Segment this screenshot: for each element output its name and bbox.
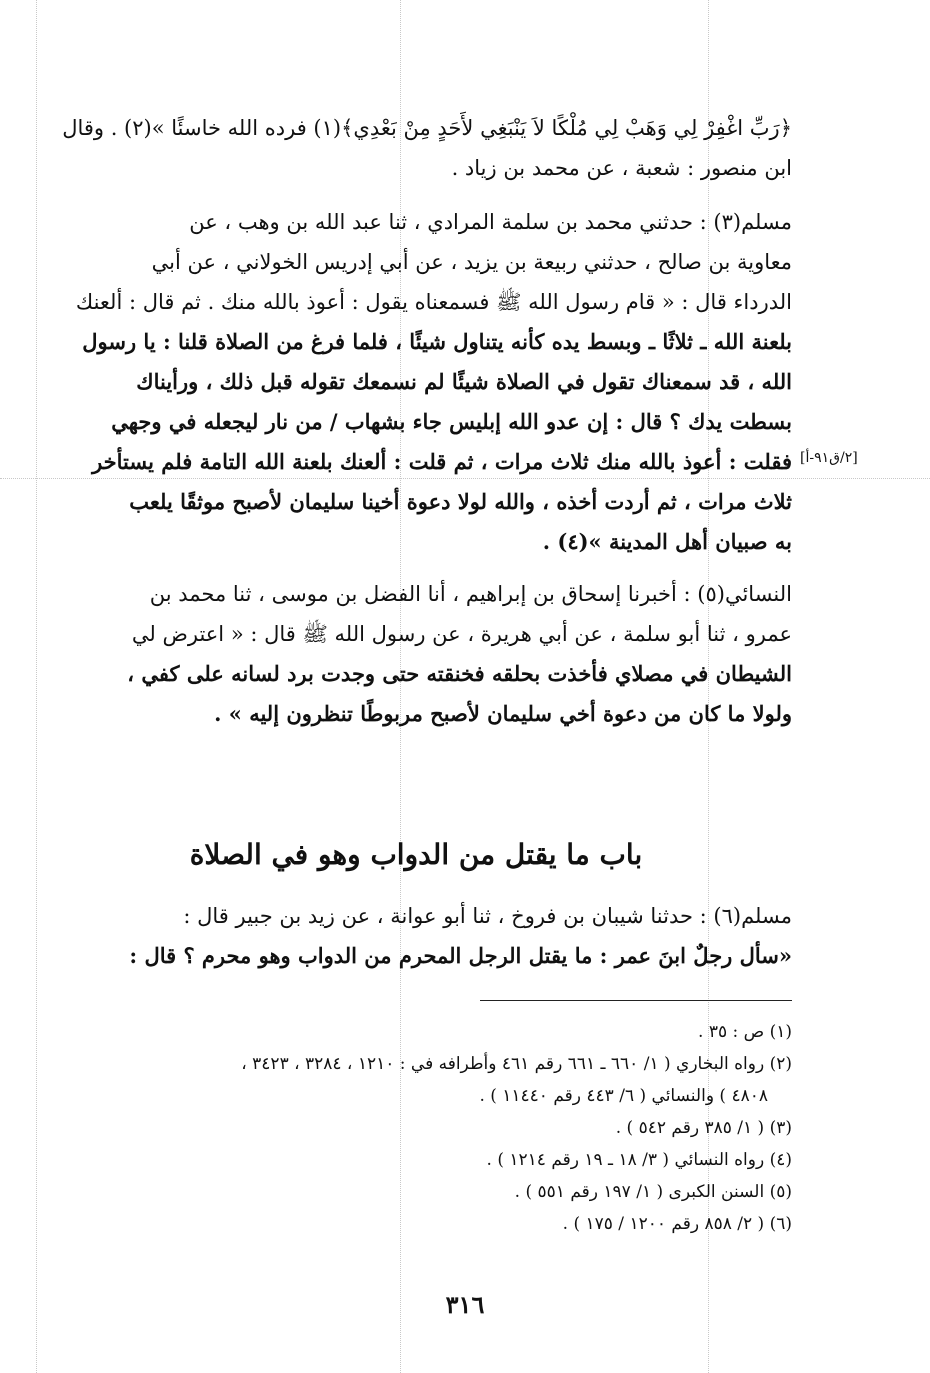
footnote: (٥) السنن الكبرى ( ١/ ١٩٧ رقم ٥٥١ ) .	[514, 1182, 792, 1202]
footnote: (٣) ( ١/ ٣٨٥ رقم ٥٤٢ ) .	[615, 1118, 792, 1138]
scan-guide-line	[36, 0, 37, 1373]
text-line: به صبيان أهل المدينة »(٤) .	[542, 529, 792, 554]
text-line: النسائي(٥) : أخبرنا إسحاق بن إبراهيم ، أنا الفضل بن موسى ، ثنا محمد بن	[149, 582, 792, 606]
footnote: (٤) رواه النسائي ( ٣/ ١٨ ـ ١٩ رقم ١٢١٤ ) .	[486, 1150, 792, 1170]
chapter-heading: باب ما يقتل من الدواب وهو في الصلاة	[189, 838, 643, 871]
main-text	[40, 108, 792, 734]
text-line: الدرداء قال : « قام رسول الله ﷺ فسمعناه يقول : أعوذ بالله منك . ثم قال : ألعنك	[75, 290, 792, 314]
text-line: ابن منصور : شعبة ، عن محمد بن زياد .	[451, 156, 792, 180]
footnote: (٦) ( ٢/ ٨٥٨ رقم ١٢٠٠ / ١٧٥ ) .	[562, 1214, 792, 1234]
text-line: ولولا ما كان من دعوة أخي سليمان لأصبح مربوطًا تنظرون إليه » .	[214, 701, 792, 726]
footnotes	[40, 1016, 792, 1240]
text-line: مسلم(٦) : حدثنا شيبان بن فروخ ، ثنا أبو عوانة ، عن زيد بن جبير قال :	[183, 904, 792, 928]
page-number: ٣١٦	[445, 1290, 485, 1319]
text-line: ثلاث مرات ، ثم أردت أخذه ، والله لولا دعوة أخينا سليمان لأصبح موثقًا يلعب	[129, 489, 792, 514]
text-line: بلعنة الله ـ ثلاثًا ـ وبسط يده كأنه يتناول شيئًا ، فلما فرغ من الصلاة قلنا : يا رسول	[82, 329, 792, 354]
margin-note: [٢/ق٩١-أ]	[800, 450, 858, 466]
text-line: الله ، قد سمعناك تقول في الصلاة شيئًا لم نسمعك تقوله قبل ذلك ، ورأيناك	[136, 369, 792, 394]
footnote: (٢) رواه البخاري ( ١/ ٦٦٠ ـ ٦٦١ رقم ٤٦١ وأطرافه في : ١٢١٠ ، ٣٢٨٤ ، ٣٤٢٣ ،	[241, 1054, 792, 1074]
footnote-separator	[480, 1000, 792, 1001]
text-line: فقلت : أعوذ بالله منك ثلاث مرات ، ثم قلت : ألعنك بلعنة الله التامة فلم يستأخر	[92, 449, 792, 474]
main-text-continued	[40, 896, 792, 976]
text-line: «سأل رجلٌ ابنَ عمر : ما يقتل الرجل المحرم من الدواب وهو محرم ؟ قال :	[129, 943, 792, 968]
footnote: ٤٨٠٨ ) والنسائي ( ٦/ ٤٤٣ رقم ١١٤٤٠ ) .	[479, 1086, 768, 1106]
text-line: معاوية بن صالح ، حدثني ربيعة بن يزيد ، عن أبي إدريس الخولاني ، عن أبي	[151, 250, 792, 274]
text-line: عمرو ، ثنا أبو سلمة ، عن أبي هريرة ، عن رسول الله ﷺ قال : « اعترض لي	[131, 622, 792, 646]
text-line: ﴿رَبِّ اغْفِرْ لِي وَهَبْ لِي مُلْكًا لاَ يَنْبَغِي لأَحَدٍ مِنْ بَعْدِي﴾(١) فرده الله خاسئًا »(٢) . وقال	[62, 116, 792, 140]
text-line: مسلم(٣) : حدثني محمد بن سلمة المرادي ، ثنا عبد الله بن وهب ، عن	[189, 210, 792, 234]
text-line: بسطت يدك ؟ قال : إن عدو الله إبليس جاء بشهاب / من نار ليجعله في وجهي	[111, 409, 792, 434]
text-line: الشيطان في مصلاي فأخذت بحلقه فخنقته حتى وجدت برد لسانه على كفي ،	[127, 661, 792, 686]
footnote: (١) ص : ٣٥ .	[698, 1022, 792, 1042]
